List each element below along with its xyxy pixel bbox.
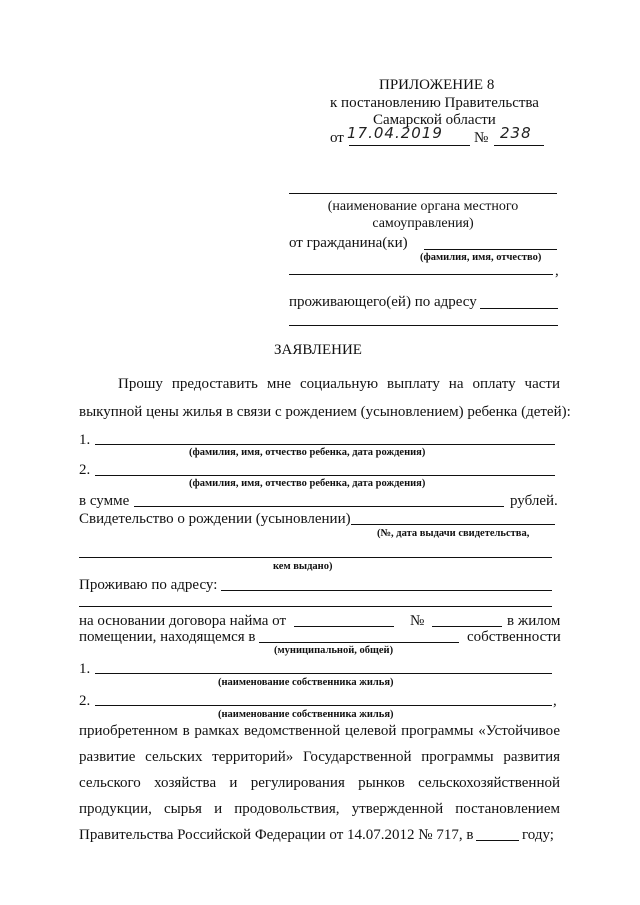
date-prefix: от	[330, 130, 344, 146]
owner-2-comma: ,	[553, 693, 557, 709]
paragraph-line-5: Правительства Российской Федерации от 14.07.2012 № 717, в	[79, 827, 474, 843]
child-1-caption: (фамилия, имя, отчество ребенка, дата рождения)	[189, 447, 426, 458]
residence-label: Проживаю по адресу:	[79, 577, 218, 593]
year-underline	[476, 840, 519, 841]
intro-line-2: выкупной цены жилья в связи с рождением (усыновлением) ребенка (детей):	[79, 404, 571, 420]
child-2-number: 2.	[79, 462, 91, 478]
organ-caption: (наименование органа местного	[327, 199, 519, 214]
owner-1-number: 1.	[79, 661, 91, 677]
contract-label: на основании договора найма от	[79, 613, 287, 629]
contract-date-underline	[294, 626, 394, 627]
paragraph-line-3: сельского хозяйства и регулирования рынков сельскохозяйственной	[79, 775, 560, 791]
premises-tail: собственности	[467, 629, 561, 645]
appendix-line-2: к постановлению Правительства	[330, 95, 539, 111]
ownership-caption: (муниципальной, общей)	[274, 645, 394, 656]
paragraph-line-1: приобретенном в рамках ведомственной целевой программы «Устойчивое	[79, 723, 560, 739]
document-title: ЗАЯВЛЕНИЕ	[274, 342, 362, 358]
number-prefix: №	[474, 130, 489, 146]
contract-number-underline	[432, 626, 502, 627]
certificate-caption: (№, дата выдачи свидетельства,	[377, 528, 530, 539]
contract-number-label: №	[410, 613, 425, 629]
paragraph-line-5-tail: году;	[522, 827, 554, 843]
child-2-underline	[95, 475, 555, 476]
sum-label: в сумме	[79, 493, 130, 509]
certificate-underline-2	[79, 557, 552, 558]
paragraph-line-4: продукции, сырья и продовольствия, утвержденной постановлением	[79, 801, 560, 817]
organ-caption-2: самоуправления)	[372, 216, 474, 231]
child-1-underline	[95, 444, 555, 445]
fio-underline	[289, 274, 553, 275]
owner-1-underline	[95, 673, 552, 674]
certificate-underline	[351, 524, 555, 525]
appendix-line-3: Самарской области	[373, 112, 496, 128]
owner-2-number: 2.	[79, 693, 91, 709]
organ-underline	[289, 193, 557, 194]
date-underline	[349, 145, 470, 146]
residence-underline-1	[221, 590, 552, 591]
fio-caption: (фамилия, имя, отчество)	[420, 252, 542, 263]
sum-unit: рублей.	[510, 493, 558, 509]
premises-label: помещении, находящемся в	[79, 629, 256, 645]
owner-2-caption: (наименование собственника жилья)	[218, 709, 394, 720]
number-handwritten: 238	[500, 124, 532, 142]
child-2-caption: (фамилия, имя, отчество ребенка, дата рождения)	[189, 478, 426, 489]
paragraph-line-2: развитие сельских территорий» Государственной программы развития	[79, 749, 560, 765]
fio-comma: ,	[555, 263, 559, 279]
residence-underline-2	[79, 606, 552, 607]
owner-2-underline	[95, 705, 552, 706]
certificate-label: Свидетельство о рождении (усыновлении)	[79, 511, 351, 527]
from-label: от гражданина(ки)	[289, 235, 408, 251]
address-underline-2	[289, 325, 558, 326]
address-label: проживающего(ей) по адресу	[289, 294, 477, 310]
date-handwritten: 17.04.2019	[347, 124, 443, 142]
premises-underline	[259, 642, 459, 643]
child-1-number: 1.	[79, 432, 91, 448]
number-underline	[494, 145, 544, 146]
sum-underline	[134, 506, 504, 507]
owner-1-caption: (наименование собственника жилья)	[218, 677, 394, 688]
contract-tail: в жилом	[507, 613, 561, 629]
intro-line-1: Прошу предоставить мне социальную выплату на оплату части	[118, 376, 560, 392]
appendix-title: ПРИЛОЖЕНИЕ 8	[379, 77, 495, 93]
from-underline	[424, 249, 557, 250]
certificate-caption-2: кем выдано)	[273, 561, 333, 572]
address-underline-1	[480, 308, 558, 309]
